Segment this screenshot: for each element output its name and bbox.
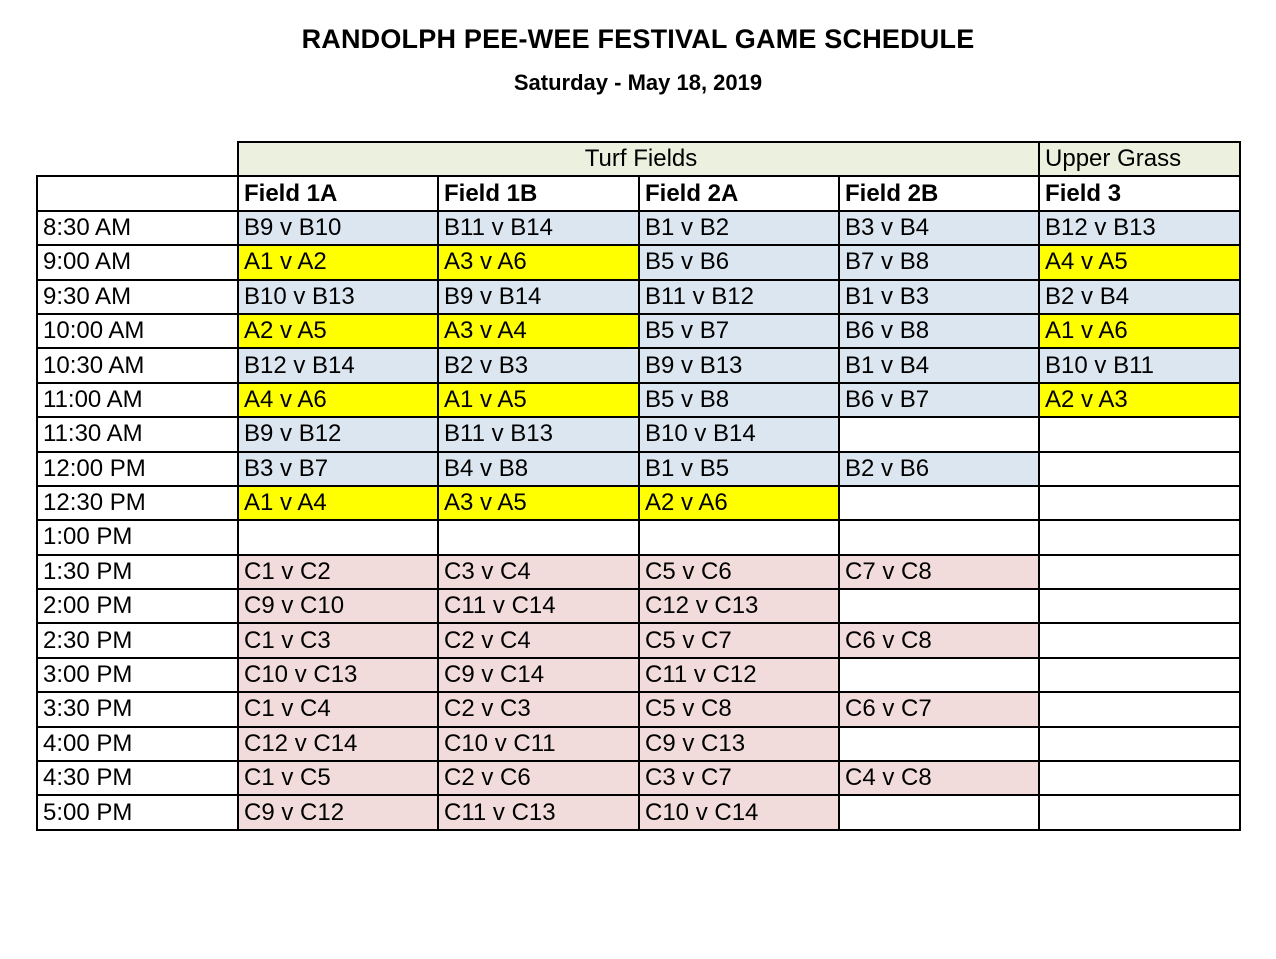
field-header: Field 2A [639,176,839,210]
game-cell [839,589,1039,623]
game-cell: B3 v B4 [839,211,1039,245]
game-cell [1039,520,1240,554]
game-cell: B9 v B12 [238,417,438,451]
game-cell: C2 v C6 [438,761,639,795]
table-row [37,520,1240,554]
table-row [37,555,1240,589]
game-cell: C6 v C8 [839,623,1039,657]
game-cell [1039,589,1240,623]
game-cell: C5 v C7 [639,623,839,657]
table-row [37,727,1240,761]
game-cell: C11 v C12 [639,658,839,692]
game-cell [839,417,1039,451]
time-slot: 4:30 PM [37,761,238,795]
game-cell: A1 v A5 [438,383,639,417]
game-cell: A2 v A6 [639,486,839,520]
game-cell [839,795,1039,829]
game-cell [1039,727,1240,761]
time-slot: 11:30 AM [37,417,238,451]
game-cell: B4 v B8 [438,452,639,486]
game-cell [1039,486,1240,520]
game-cell: C2 v C3 [438,692,639,726]
table-row [37,623,1240,657]
game-cell: A2 v A3 [1039,383,1240,417]
game-cell: A4 v A6 [238,383,438,417]
time-slot: 9:30 AM [37,280,238,314]
game-cell [1039,658,1240,692]
game-cell: B2 v B6 [839,452,1039,486]
time-slot: 8:30 AM [37,211,238,245]
game-cell: B1 v B5 [639,452,839,486]
game-cell: C1 v C3 [238,623,438,657]
table-row [37,692,1240,726]
table-row [37,314,1240,348]
game-cell: B2 v B4 [1039,280,1240,314]
game-cell: C3 v C7 [639,761,839,795]
table-row [37,348,1240,382]
upper-grass-header: Upper Grass [1039,142,1240,176]
game-cell: C5 v C8 [639,692,839,726]
page-title: RANDOLPH PEE-WEE FESTIVAL GAME SCHEDULE [301,24,975,54]
game-cell: B5 v B7 [639,314,839,348]
time-slot: 12:30 PM [37,486,238,520]
game-cell: B12 v B14 [238,348,438,382]
game-cell [1039,623,1240,657]
game-cell: B11 v B12 [639,280,839,314]
field-header: Field 1A [238,176,438,210]
game-cell: C12 v C13 [639,589,839,623]
time-slot: 3:00 PM [37,658,238,692]
game-cell: A3 v A6 [438,245,639,279]
table-row [37,280,1240,314]
game-cell: C4 v C8 [839,761,1039,795]
game-cell: B5 v B8 [639,383,839,417]
game-cell: C10 v C11 [438,727,639,761]
game-cell: B11 v B14 [438,211,639,245]
game-cell [639,520,839,554]
game-cell: B9 v B14 [438,280,639,314]
game-cell: C5 v C6 [639,555,839,589]
table-row [37,245,1240,279]
game-cell: C9 v C10 [238,589,438,623]
time-slot: 10:30 AM [37,348,238,382]
time-slot: 12:00 PM [37,452,238,486]
game-cell: C11 v C13 [438,795,639,829]
table-row [37,211,1240,245]
game-cell: B9 v B13 [639,348,839,382]
corner-cell [37,142,238,176]
game-cell: C3 v C4 [438,555,639,589]
game-cell [1039,417,1240,451]
game-cell: B1 v B4 [839,348,1039,382]
time-slot: 4:00 PM [37,727,238,761]
game-cell: B10 v B13 [238,280,438,314]
game-cell: B3 v B7 [238,452,438,486]
game-cell: A3 v A5 [438,486,639,520]
game-cell: C1 v C4 [238,692,438,726]
game-cell: B12 v B13 [1039,211,1240,245]
game-cell: C1 v C5 [238,761,438,795]
field-header: Field 2B [839,176,1039,210]
game-cell: A1 v A2 [238,245,438,279]
game-cell: B1 v B2 [639,211,839,245]
game-cell: C9 v C12 [238,795,438,829]
game-cell [238,520,438,554]
game-cell [839,658,1039,692]
game-cell: C10 v C13 [238,658,438,692]
schedule-body [37,211,1240,830]
game-cell: B2 v B3 [438,348,639,382]
table-row [37,417,1240,451]
game-cell [839,520,1039,554]
game-cell: A1 v A6 [1039,314,1240,348]
table-row [37,383,1240,417]
time-slot: 3:30 PM [37,692,238,726]
game-cell: C6 v C7 [839,692,1039,726]
table-row [37,658,1240,692]
game-cell: C12 v C14 [238,727,438,761]
table-row [37,486,1240,520]
schedule-table [36,141,1241,831]
turf-fields-header: Turf Fields [238,142,1039,176]
game-cell: C11 v C14 [438,589,639,623]
table-row [37,452,1240,486]
game-cell: A2 v A5 [238,314,438,348]
game-cell [1039,795,1240,829]
game-cell: B10 v B11 [1039,348,1240,382]
game-cell: B1 v B3 [839,280,1039,314]
time-slot: 2:00 PM [37,589,238,623]
page-subtitle: Saturday - May 18, 2019 [513,70,763,95]
game-cell: A4 v A5 [1039,245,1240,279]
game-cell: B6 v B8 [839,314,1039,348]
game-cell: B5 v B6 [639,245,839,279]
time-slot: 9:00 AM [37,245,238,279]
game-cell: C2 v C4 [438,623,639,657]
game-cell [839,727,1039,761]
game-cell: B9 v B10 [238,211,438,245]
time-header-cell [37,176,238,210]
game-cell: B7 v B8 [839,245,1039,279]
game-cell [1039,452,1240,486]
game-cell: C1 v C2 [238,555,438,589]
game-cell [438,520,639,554]
time-slot: 10:00 AM [37,314,238,348]
game-cell: A1 v A4 [238,486,438,520]
game-cell [1039,555,1240,589]
game-cell: B6 v B7 [839,383,1039,417]
game-cell: C9 v C14 [438,658,639,692]
time-slot: 11:00 AM [37,383,238,417]
field-header: Field 1B [438,176,639,210]
game-cell [1039,692,1240,726]
table-row [37,795,1240,829]
game-cell: C9 v C13 [639,727,839,761]
field-header: Field 3 [1039,176,1240,210]
game-cell [1039,761,1240,795]
field-header-row [37,176,1240,210]
table-row [37,761,1240,795]
game-cell [839,486,1039,520]
time-slot: 1:30 PM [37,555,238,589]
table-row [37,589,1240,623]
game-cell: B11 v B13 [438,417,639,451]
game-cell: A3 v A4 [438,314,639,348]
time-slot: 1:00 PM [37,520,238,554]
time-slot: 2:30 PM [37,623,238,657]
game-cell: B10 v B14 [639,417,839,451]
game-cell: C7 v C8 [839,555,1039,589]
time-slot: 5:00 PM [37,795,238,829]
game-cell: C10 v C14 [639,795,839,829]
group-header-row [37,142,1240,176]
